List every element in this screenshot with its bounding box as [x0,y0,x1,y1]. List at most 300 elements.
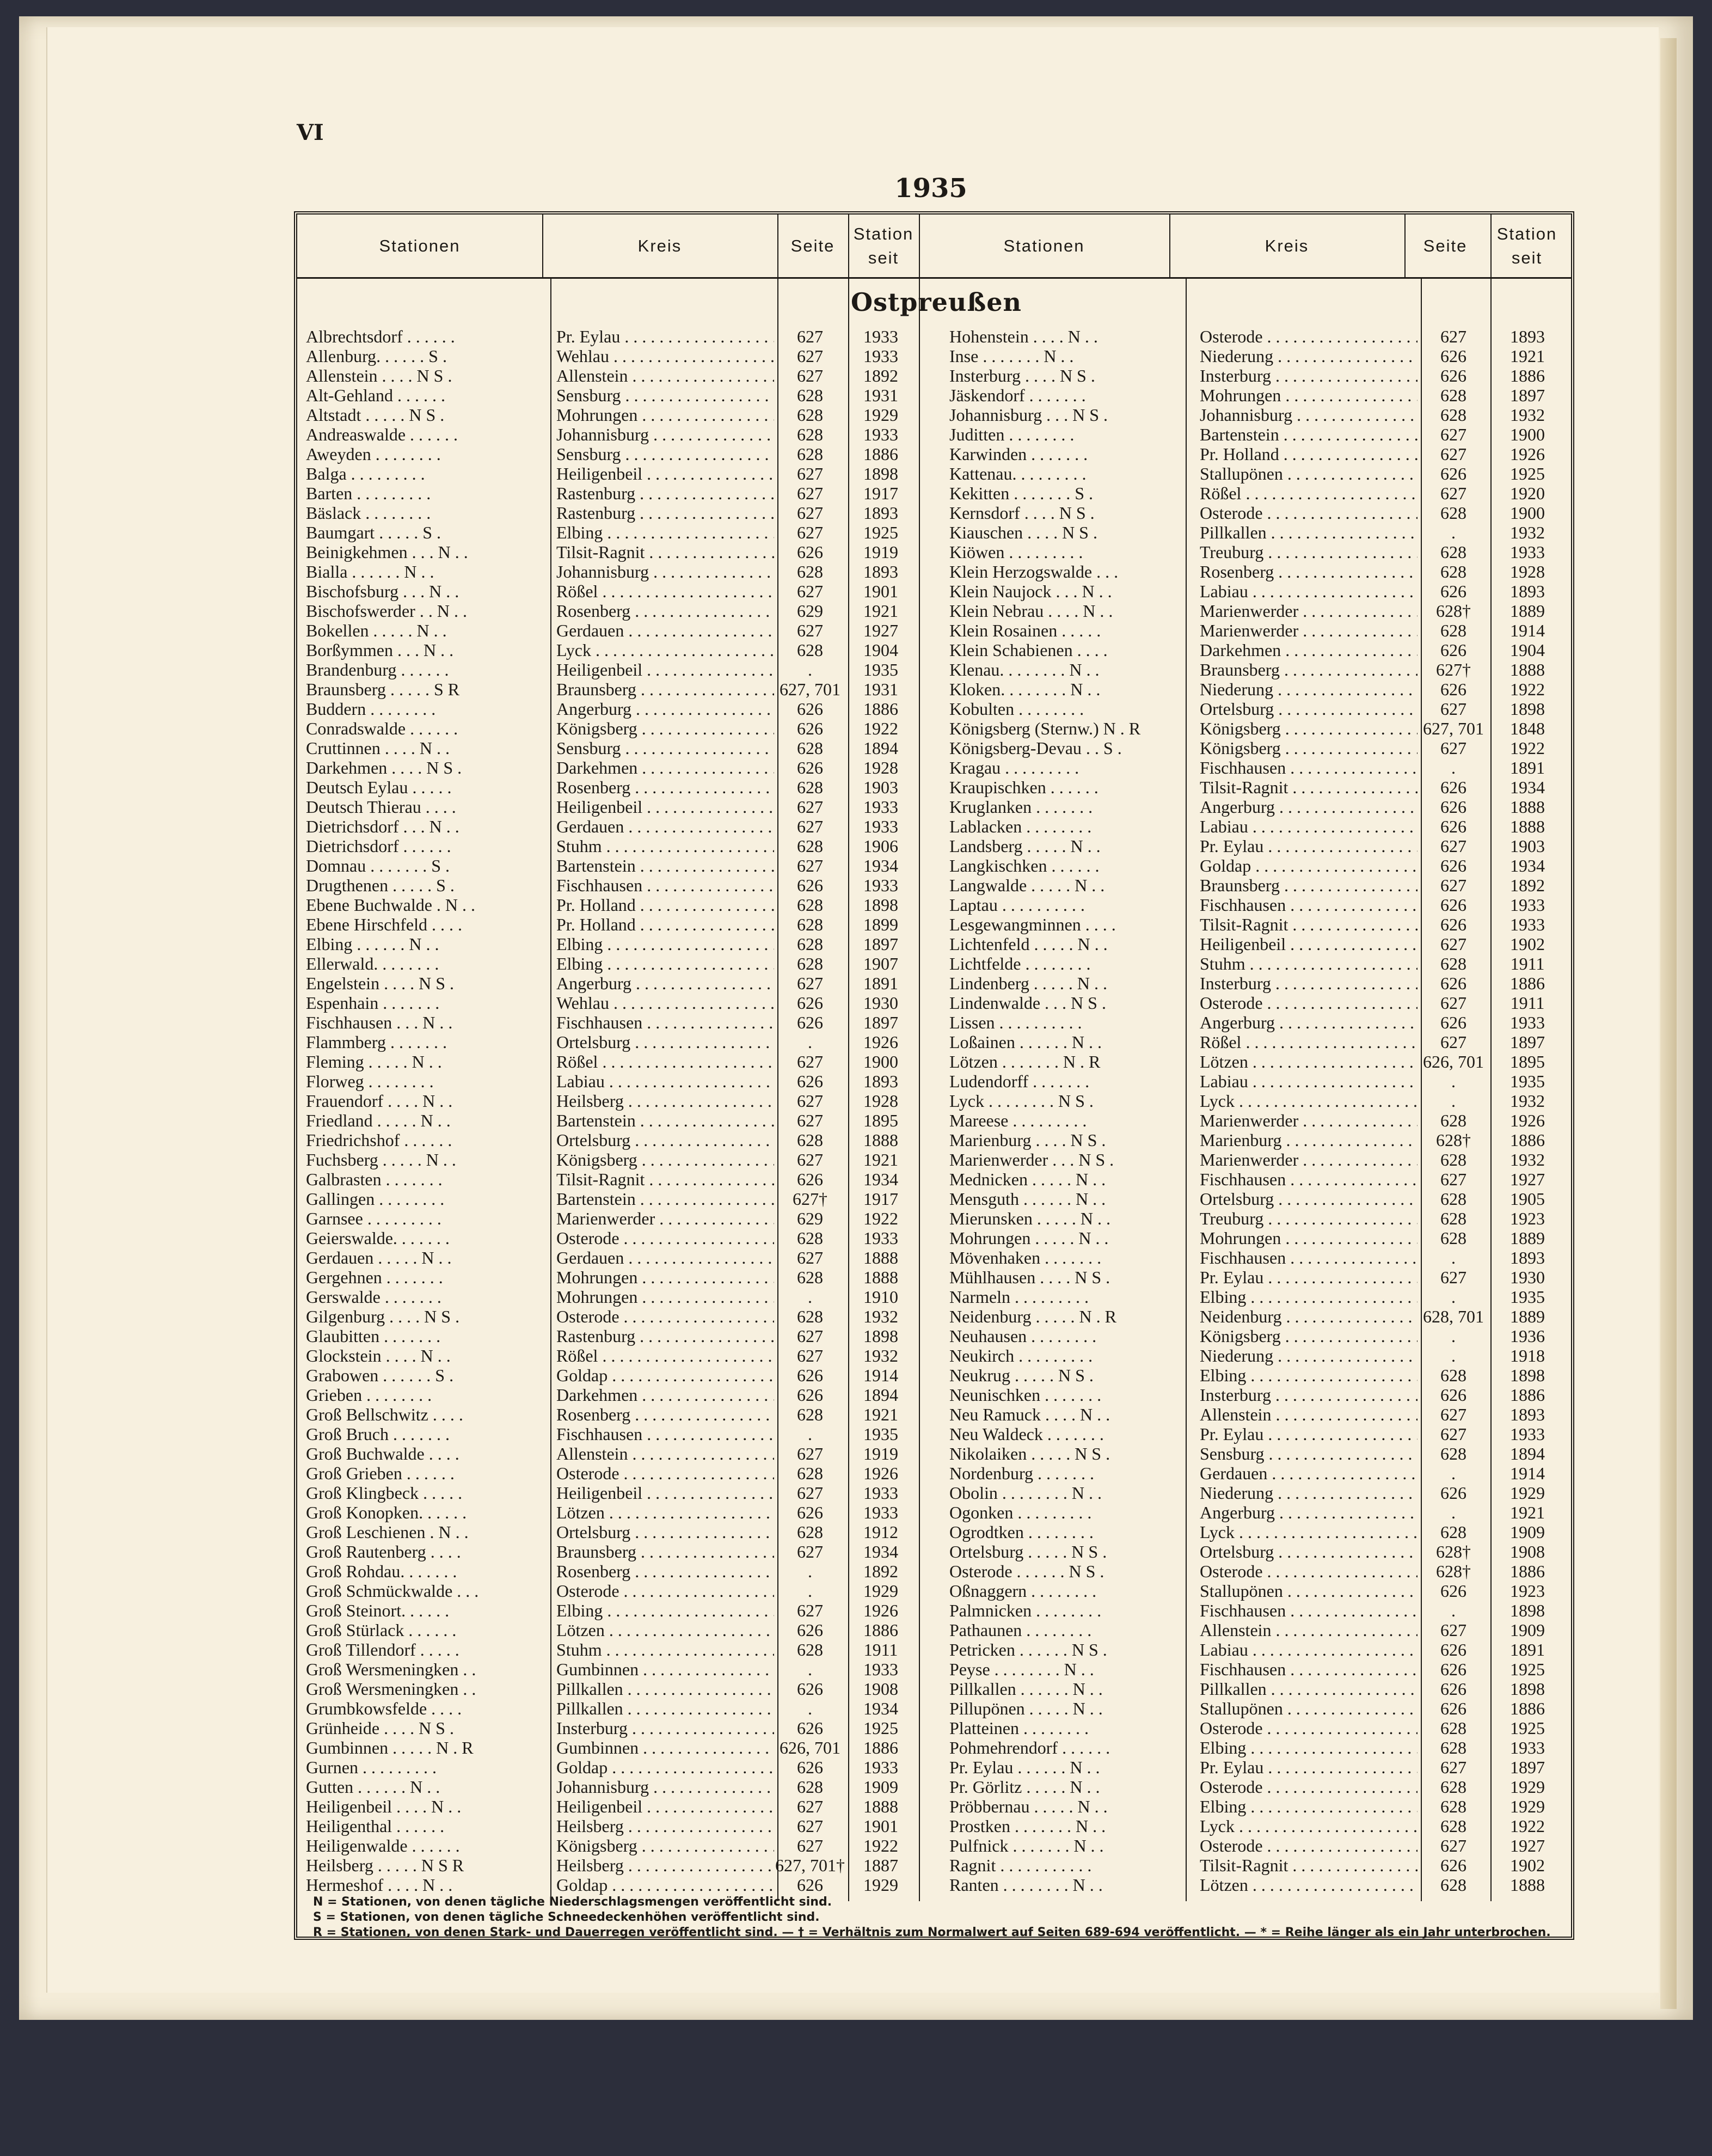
station-name-cell: Hermeshof . . . . N . . [306,1875,453,1895]
seite-cell: 627 [1440,1267,1466,1287]
station-seit-cell: 1906 [863,836,898,856]
seite-cell: 628 [797,562,823,581]
table-row [306,1757,1569,1777]
seite-cell: 627 [797,817,823,836]
kreis-cell: Lyck . . . [556,640,774,660]
station-name-cell: Palmnicken . . . . . . . . [949,1601,1102,1620]
seite-cell: 628 [797,1405,823,1424]
seite-cell: 626 [797,1757,823,1777]
kreis-cell: Labiau . . . [1200,1640,1418,1659]
station-name-cell: Peyse . . . . . . . . N . . [949,1659,1094,1679]
table-row [306,1620,1569,1640]
station-seit-cell: 1886 [1510,973,1545,993]
kreis-cell: Ortelsburg . . . [1200,1189,1418,1209]
table-row [306,1444,1569,1463]
kreis-cell: Labiau . . . [1200,1071,1418,1091]
kreis-cell: Heiligenbeil . . . [556,660,774,679]
station-seit-cell: 1909 [863,1777,898,1797]
station-seit-cell: 1892 [1510,875,1545,895]
seite-cell: 627 [1440,738,1466,758]
kreis-cell: Ortelsburg . . . [1200,1542,1418,1561]
station-name-cell: Allenstein . . . . N S . [306,366,452,385]
kreis-cell: Fischhausen . . . [1200,1248,1418,1267]
station-name-cell: Obolin . . . . . . . . N . . [949,1483,1102,1503]
seite-cell: . [808,1287,812,1307]
seite-cell: . [1451,1601,1456,1620]
seite-cell: . [808,1424,812,1444]
seite-cell: 628 [797,954,823,973]
table-row [306,444,1569,464]
kreis-cell: Lötzen . . . [556,1503,774,1522]
kreis-cell: Gumbinnen . . . [556,1738,774,1757]
kreis-cell: Königsberg . . . [556,1150,774,1169]
station-seit-cell: 1900 [1510,425,1545,444]
station-name-cell: Klein Herzogswalde . . . [949,562,1119,581]
table-row [306,875,1569,895]
station-seit-cell: 1932 [1510,405,1545,425]
station-seit-cell: 1888 [863,1267,898,1287]
seite-cell: . [808,1032,812,1052]
seite-cell: 627 [797,1150,823,1169]
kreis-cell: Osterode . . . [1200,993,1418,1013]
station-name-cell: Groß Konopken. . . . . . [306,1503,467,1522]
station-name-cell: Kraupischken . . . . . . [949,777,1099,797]
station-seit-cell: 1901 [863,1816,898,1836]
station-seit-cell: 1933 [863,327,898,346]
kreis-cell: Allenstein . . . [1200,1405,1418,1424]
station-name-cell: Deutsch Thierau . . . . [306,797,456,817]
kreis-cell: Rosenberg . . . [1200,562,1418,581]
kreis-cell: Elbing . . . [1200,1287,1418,1307]
table-row [306,934,1569,954]
station-name-cell: Laptau . . . . . . . . . . [949,895,1085,915]
station-seit-cell: 1921 [863,601,898,621]
seite-cell: 628 [1440,1738,1466,1757]
station-name-cell: Klein Naujock . . . N . . [949,581,1112,601]
kreis-cell: Labiau . . . [556,1071,774,1091]
station-seit-cell: 1886 [863,444,898,464]
seite-cell: 628 [797,777,823,797]
station-name-cell: Kloken. . . . . . . . N . . [949,679,1101,699]
station-name-cell: Grieben . . . . . . . . [306,1385,432,1405]
station-seit-cell: 1888 [863,1248,898,1267]
kreis-cell: Niederung . . . [1200,1346,1418,1365]
kreis-cell: Rosenberg . . . [556,777,774,797]
table-row [306,993,1569,1013]
seite-cell: 627 [797,1601,823,1620]
kreis-cell: Angerburg . . . [1200,797,1418,817]
station-name-cell: Brandenburg . . . . . . [306,660,449,679]
station-seit-cell: 1893 [863,1071,898,1091]
station-name-cell: Dietrichsdorf . . . N . . [306,817,459,836]
station-seit-cell: 1918 [1510,1346,1545,1365]
station-name-cell: Garnsee . . . . . . . . . [306,1209,441,1228]
kreis-cell: Heiligenbeil . . . [1200,934,1418,954]
kreis-cell: Marienwerder . . . [1200,621,1418,640]
station-name-cell: Buddern . . . . . . . . [306,699,436,719]
kreis-cell: Rößel . . . [1200,483,1418,503]
region-heading: Ostpreußen [851,287,1022,317]
station-name-cell: Marienwerder . . . N S . [949,1150,1114,1169]
kreis-cell: Tilsit-Ragnit . . . [1200,915,1418,934]
seite-cell: 627 [1440,875,1466,895]
kreis-cell: Rößel . . . [556,1052,774,1071]
station-name-cell: Heiligenwalde . . . . . . [306,1836,460,1855]
station-seit-cell: 1893 [1510,327,1545,346]
station-name-cell: Bischofsburg . . . N . . [306,581,459,601]
station-name-cell: Drugthenen . . . . . S . [306,875,455,895]
seite-cell: 626 [797,1365,823,1385]
station-seit-cell: 1934 [863,1699,898,1718]
seite-cell: 627 [797,856,823,875]
seite-cell: 628 [797,836,823,856]
kreis-cell: Lötzen . . . [556,1620,774,1640]
station-seit-cell: 1923 [1510,1581,1545,1601]
seite-cell: 628 [1440,385,1466,405]
station-seit-cell: 1928 [863,1091,898,1111]
station-name-cell: Ortelsburg . . . . . N S . [949,1542,1107,1561]
seite-cell: 626 [1440,640,1466,660]
station-seit-cell: 1932 [1510,1150,1545,1169]
seite-cell: 626 [1440,817,1466,836]
station-seit-cell: 1935 [863,660,898,679]
station-name-cell: Langwalde . . . . . N . . [949,875,1105,895]
station-name-cell: Beinigkehmen . . . N . . [306,542,468,562]
seite-cell: 627 [797,1816,823,1836]
seite-cell: 627 [797,523,823,542]
seite-cell: 626 [1440,1385,1466,1405]
station-name-cell: Barten . . . . . . . . . [306,483,431,503]
seite-cell: . [1451,1346,1456,1365]
station-name-cell: Bokellen . . . . . N . . [306,621,447,640]
station-seit-cell: 1921 [863,1405,898,1424]
table-row [306,327,1569,346]
table-row [306,1013,1569,1032]
station-name-cell: Neuhausen . . . . . . . . [949,1326,1097,1346]
kreis-cell: Mohrungen . . . [556,405,774,425]
station-seit-cell: 1886 [1510,1561,1545,1581]
station-seit-cell: 1903 [1510,836,1545,856]
kreis-cell: Osterode . . . [1200,327,1418,346]
station-name-cell: Florweg . . . . . . . . [306,1071,434,1091]
table-row [306,601,1569,621]
station-name-cell: Mohrungen . . . . . N . . [949,1228,1109,1248]
seite-cell: 626 [1440,464,1466,483]
station-name-cell: Domnau . . . . . . . S . [306,856,450,875]
station-seit-cell: 1898 [863,895,898,915]
station-name-cell: Groß Wersmeningken . . [306,1679,476,1699]
seite-cell: 628 [1440,542,1466,562]
kreis-cell: Labiau . . . [1200,817,1418,836]
station-seit-cell: 1932 [863,1307,898,1326]
station-seit-cell: 1932 [1510,523,1545,542]
station-name-cell: Mierunsken . . . . . N . . [949,1209,1110,1228]
kreis-cell: Tilsit-Ragnit . . . [556,1169,774,1189]
kreis-cell: Rößel . . . [1200,1032,1418,1052]
table-row [306,679,1569,699]
seite-cell: 628 [797,915,823,934]
kreis-cell: Braunsberg . . . [1200,660,1418,679]
seite-cell: 629 [797,1209,823,1228]
seite-cell: . [1451,523,1456,542]
header-divider [777,215,778,279]
station-name-cell: Balga . . . . . . . . . [306,464,425,483]
seite-cell: 627 [797,1111,823,1130]
kreis-cell: Osterode . . . [556,1463,774,1483]
station-seit-cell: 1933 [863,817,898,836]
station-seit-cell: 1930 [1510,1267,1545,1287]
footnotes [313,1895,1576,1940]
station-name-cell: Grabowen . . . . . . S . [306,1365,454,1385]
kreis-cell: Wehlau . . . [556,346,774,366]
seite-cell: . [1451,1503,1456,1522]
station-seit-cell: 1894 [863,738,898,758]
header-divider [1169,215,1170,279]
station-name-cell: Allenburg. . . . . . S . [306,346,447,366]
station-name-cell: Pillkallen . . . . . . N . . [949,1679,1103,1699]
station-seit-cell: 1910 [863,1287,898,1307]
station-seit-cell: 1926 [863,1463,898,1483]
kreis-cell: Allenstein . . . [556,1444,774,1463]
station-seit-cell: 1898 [1510,1679,1545,1699]
station-seit-cell: 1888 [1510,797,1545,817]
table-row [306,1385,1569,1405]
kreis-cell: Gerdauen . . . [1200,1463,1418,1483]
table-row [306,1699,1569,1718]
station-seit-cell: 1928 [1510,562,1545,581]
kreis-cell: Insterburg . . . [556,1718,774,1738]
kreis-cell: Pr. Eylau . . . [1200,1424,1418,1444]
kreis-cell: Rastenburg . . . [556,503,774,523]
station-name-cell: Neidenburg . . . . . N . R [949,1307,1116,1326]
kreis-cell: Neidenburg . . . [1200,1307,1418,1326]
station-seit-cell: 1935 [863,1424,898,1444]
table-row [306,1424,1569,1444]
station-name-cell: Königsberg-Devau . . S . [949,738,1122,758]
station-name-cell: Gallingen . . . . . . . . [306,1189,445,1209]
kreis-cell: Osterode . . . [556,1581,774,1601]
seite-cell: . [1451,758,1456,777]
station-name-cell: Klein Rosainen . . . . . [949,621,1101,640]
seite-cell: 628 [1440,1150,1466,1169]
station-name-cell: Inse . . . . . . . N . . [949,346,1074,366]
table-row [306,1679,1569,1699]
seite-cell: 626 [797,1013,823,1032]
station-name-cell: Johannisburg . . . N S . [949,405,1108,425]
station-name-cell: Pröbbernau . . . . . N . . [949,1797,1108,1816]
station-seit-cell: 1933 [1510,1424,1545,1444]
station-name-cell: Cruttinnen . . . . N . . [306,738,450,758]
seite-cell: 628 [797,1640,823,1659]
seite-cell: 627 [797,797,823,817]
station-seit-cell: 1928 [863,758,898,777]
station-name-cell: Prostken . . . . . . . N . . [949,1816,1106,1836]
station-seit-cell: 1933 [863,425,898,444]
seite-cell: 628 [1440,1797,1466,1816]
seite-cell: 628 [797,738,823,758]
station-seit-cell: 1929 [1510,1483,1545,1503]
kreis-cell: Sensburg . . . [556,738,774,758]
station-name-cell: Mühlhausen . . . . N S . [949,1267,1110,1287]
table-row [306,1405,1569,1424]
kreis-cell: Rößel . . . [556,1346,774,1365]
kreis-cell: Bartenstein . . . [556,1189,774,1209]
station-seit-cell: 1888 [1510,817,1545,836]
station-seit-cell: 1920 [1510,483,1545,503]
station-seit-cell: 1933 [863,797,898,817]
station-seit-cell: 1897 [863,934,898,954]
kreis-cell: Königsberg . . . [1200,1326,1418,1346]
station-name-cell: Lissen . . . . . . . . . . [949,1013,1082,1032]
seite-cell: . [808,1699,812,1718]
kreis-cell: Königsberg . . . [1200,719,1418,738]
seite-cell: 628 [1440,503,1466,523]
station-name-cell: Friedrichshof . . . . . . [306,1130,452,1150]
table-row [306,1307,1569,1326]
seite-cell: 628 [1440,1365,1466,1385]
header-seite-left: Seite [790,236,835,255]
table-row [306,1111,1569,1130]
header-divider [1490,215,1492,279]
station-name-cell: Kobulten . . . . . . . . [949,699,1084,719]
station-name-cell: Galbrasten . . . . . . . [306,1169,443,1189]
kreis-cell: Osterode . . . [556,1228,774,1248]
kreis-cell: Tilsit-Ragnit . . . [1200,777,1418,797]
station-seit-cell: 1933 [863,346,898,366]
kreis-cell: Marienwerder . . . [1200,601,1418,621]
table-row [306,738,1569,758]
station-name-cell: Baumgart . . . . . S . [306,523,441,542]
seite-cell: 627 [797,1346,823,1365]
seite-cell: 627 [1440,425,1466,444]
station-seit-cell: 1909 [1510,1620,1545,1640]
station-name-cell: Pr. Görlitz . . . . . N . . [949,1777,1100,1797]
seite-cell: 626 [1440,895,1466,915]
seite-cell: . [1451,1463,1456,1483]
station-name-cell: Gerswalde . . . . . . . [306,1287,441,1307]
station-name-cell: Groß Buchwalde . . . . [306,1444,459,1463]
station-seit-cell: 1925 [1510,464,1545,483]
station-name-cell: Mövenhaken . . . . . . . [949,1248,1102,1267]
station-seit-cell: 1891 [1510,758,1545,777]
seite-cell: 628† [1436,1542,1471,1561]
station-name-cell: Deutsch Eylau . . . . . [306,777,452,797]
station-name-cell: Narmeln . . . . . . . . . [949,1287,1089,1307]
footnote-s: S = Stationen, von denen tägliche Schneedeckenhöhen veröffentlicht sind. [313,1910,820,1924]
table-row [306,1777,1569,1797]
station-seit-cell: 1922 [1510,738,1545,758]
table-row [306,483,1569,503]
station-seit-cell: 1894 [1510,1444,1545,1463]
table-row [306,1522,1569,1542]
station-seit-cell: 1925 [863,1718,898,1738]
seite-cell: 626 [1440,797,1466,817]
station-seit-cell: 1889 [1510,1307,1545,1326]
station-seit-cell: 1891 [863,973,898,993]
kreis-cell: Niederung . . . [1200,1483,1418,1503]
table-row [306,385,1569,405]
seite-cell: 626, 701 [1423,1052,1484,1071]
kreis-cell: Darkehmen . . . [1200,640,1418,660]
header-seite-right: Seite [1423,236,1468,255]
station-seit-cell: 1894 [863,1385,898,1405]
station-seit-cell: 1886 [1510,1699,1545,1718]
seite-cell: 628 [1440,1777,1466,1797]
station-name-cell: Mednicken . . . . . N . . [949,1169,1106,1189]
kreis-cell: Fischhausen . . . [1200,1659,1418,1679]
station-seit-cell: 1926 [1510,444,1545,464]
seite-cell: . [808,660,812,679]
seite-cell: 626 [1440,1013,1466,1032]
kreis-cell: Mohrungen . . . [556,1267,774,1287]
station-seit-cell: 1886 [1510,366,1545,385]
seite-cell: 626, 701 [780,1738,840,1757]
seite-cell: 627 [797,1797,823,1816]
station-seit-cell: 1934 [1510,777,1545,797]
station-seit-cell: 1903 [863,777,898,797]
station-name-cell: Klein Nebrau . . . . N . . [949,601,1113,621]
station-seit-cell: 1886 [863,699,898,719]
station-name-cell: Oßnaggern . . . . . . . . [949,1581,1097,1601]
kreis-cell: Braunsberg . . . [1200,875,1418,895]
station-name-cell: Espenhain . . . . . . . [306,993,440,1013]
station-name-cell: Heiligenbeil . . . . N . . [306,1797,462,1816]
table-row [306,1228,1569,1248]
table-row [306,1581,1569,1601]
kreis-cell: Lötzen . . . [1200,1052,1418,1071]
header-divider [1404,215,1406,279]
station-name-cell: Klenau. . . . . . . . N . . [949,660,1100,679]
kreis-cell: Marienburg . . . [1200,1130,1418,1150]
seite-cell: 628 [797,444,823,464]
kreis-cell: Königsberg . . . [1200,738,1418,758]
table-header [297,215,1571,279]
kreis-cell: Stuhm . . . [1200,954,1418,973]
kreis-cell: Pillkallen . . . [1200,523,1418,542]
station-name-cell: Groß Steinort. . . . . . [306,1601,450,1620]
station-name-cell: Lindenwalde . . . N S . [949,993,1106,1013]
station-name-cell: Lesgewangminnen . . . . [949,915,1116,934]
kreis-cell: Rosenberg . . . [556,601,774,621]
kreis-cell: Osterode . . . [556,1307,774,1326]
station-seit-cell: 1898 [1510,699,1545,719]
seite-cell: . [808,1659,812,1679]
station-seit-cell: 1933 [1510,895,1545,915]
kreis-cell: Johannisburg . . . [1200,405,1418,425]
station-seit-cell: 1899 [863,915,898,934]
seite-cell: 627 [1440,327,1466,346]
seite-cell: 627 [1440,1032,1466,1052]
kreis-cell: Niederung . . . [1200,679,1418,699]
table-row [306,1326,1569,1346]
station-name-cell: Geierswalde. . . . . . . [306,1228,450,1248]
station-name-cell: Bischofswerder . . N . . [306,601,467,621]
seite-cell: 627 [797,1248,823,1267]
seite-cell: 626 [1440,1855,1466,1875]
table-row [306,1718,1569,1738]
station-seit-cell: 1927 [1510,1169,1545,1189]
kreis-cell: Bartenstein . . . [1200,425,1418,444]
station-seit-cell: 1886 [863,1620,898,1640]
table-row [306,719,1569,738]
station-name-cell: Gurnen . . . . . . . . . [306,1757,437,1777]
table-row [306,1738,1569,1757]
seite-cell: 626 [797,1071,823,1091]
station-seit-cell: 1926 [863,1601,898,1620]
station-seit-cell: 1904 [1510,640,1545,660]
station-seit-cell: 1926 [1510,1111,1545,1130]
kreis-cell: Stallupönen . . . [1200,1699,1418,1718]
